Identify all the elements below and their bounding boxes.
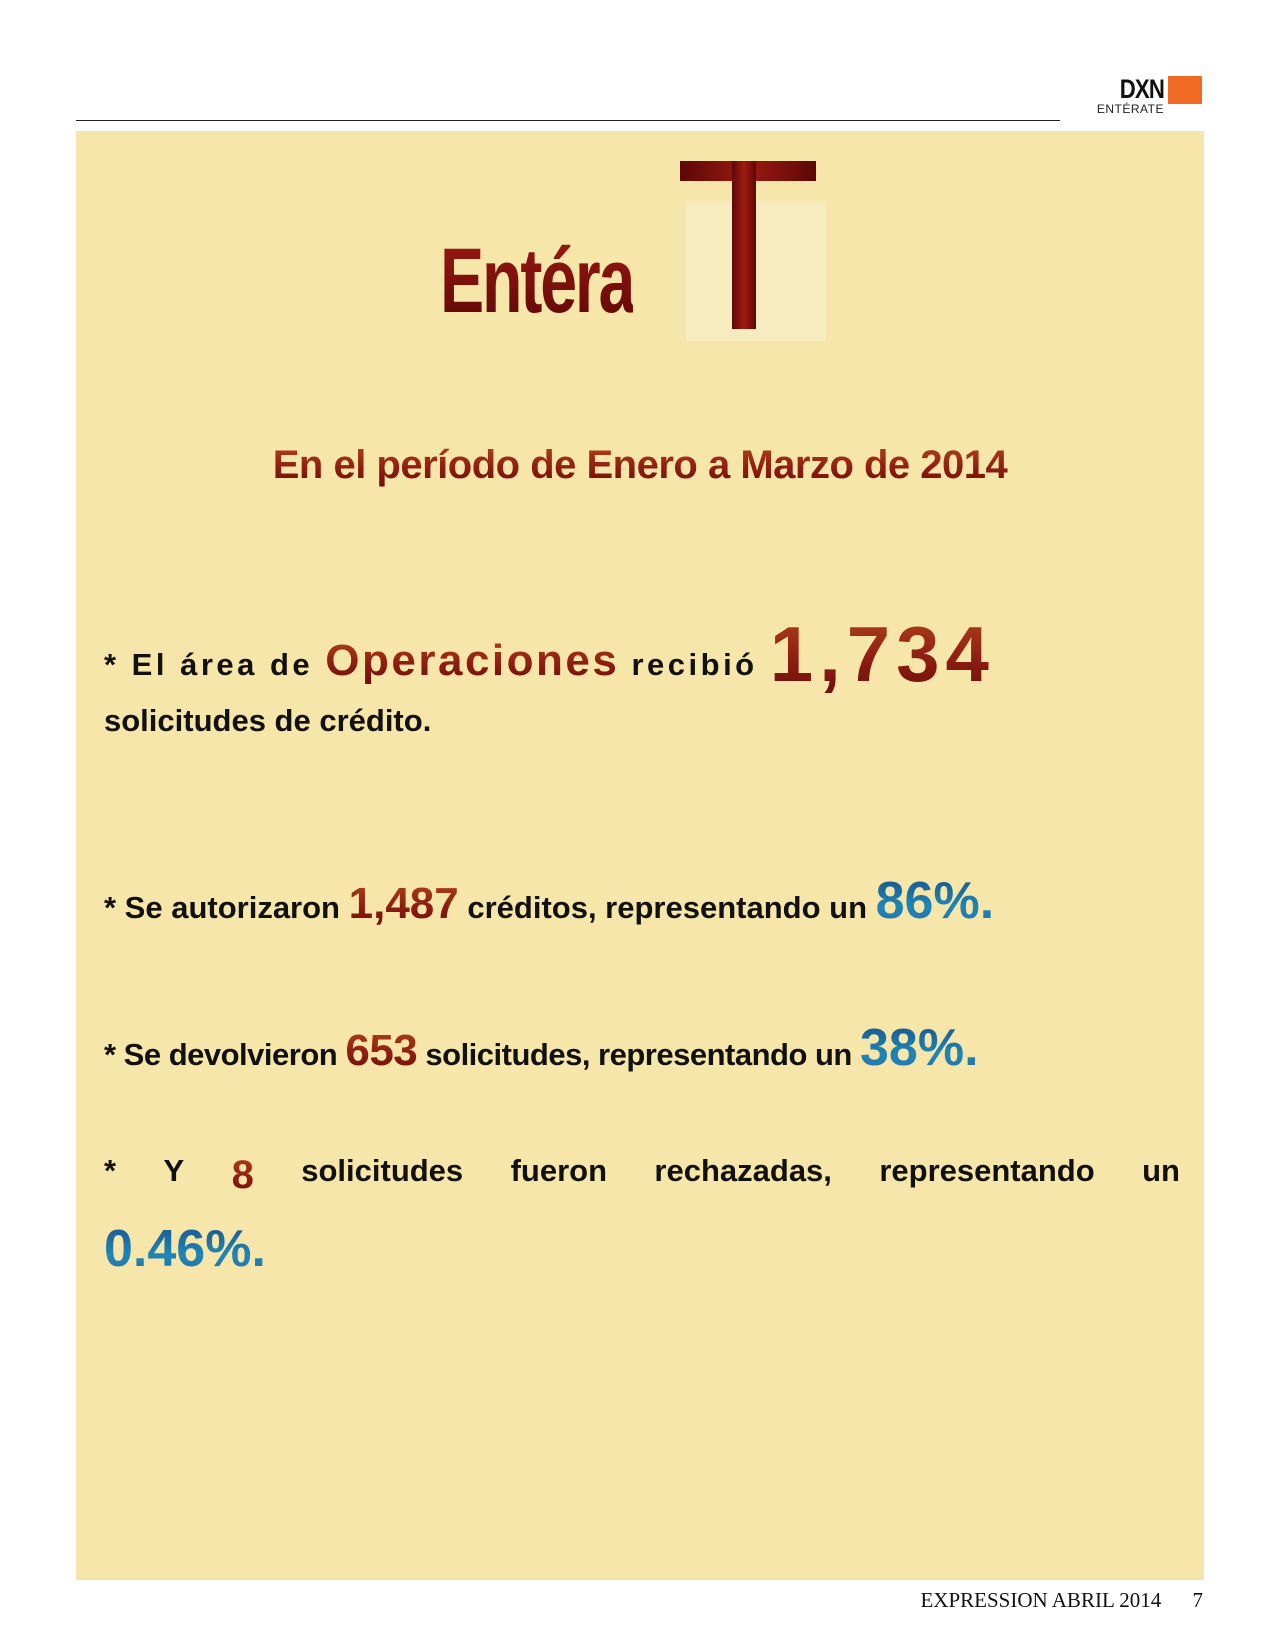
item-word: representando xyxy=(879,1153,1095,1188)
brand-accent-square xyxy=(1168,76,1202,104)
section-label: ENTÉRATE xyxy=(1096,102,1164,116)
item-middle: recibió xyxy=(631,647,758,682)
dxn-brand xyxy=(1082,72,1202,118)
highlight-operaciones: Operaciones xyxy=(325,636,620,685)
item-word: rechazadas, xyxy=(654,1153,832,1188)
item-word: un xyxy=(1142,1153,1180,1188)
item-middle: solicitudes, representando un xyxy=(425,1037,852,1072)
item-rechazados xyxy=(104,1153,1180,1198)
dxn-logo: DXN xyxy=(1119,74,1164,104)
number-authorized: 1,487 xyxy=(348,879,459,928)
period-subtitle: En el período de Enero a Marzo de 2014 xyxy=(76,443,1204,488)
title-text: Entéra xyxy=(440,230,634,332)
percent-returned: 38%. xyxy=(860,1019,979,1077)
header-rule xyxy=(76,120,1060,121)
item-operaciones xyxy=(104,609,1180,700)
percent-authorized: 86%. xyxy=(875,872,995,930)
content-panel xyxy=(76,131,1204,1580)
number-received: 1,734 xyxy=(769,610,995,698)
page-footer xyxy=(920,1588,1203,1613)
publication-name: EXPRESSION ABRIL 2014 xyxy=(920,1588,1162,1612)
title-t-backdrop xyxy=(686,201,826,341)
page-number: 7 xyxy=(1192,1588,1203,1612)
item-word: solicitudes xyxy=(301,1153,464,1188)
number-rejected: 8 xyxy=(231,1153,254,1197)
title-logo xyxy=(76,161,1204,331)
item-autorizados xyxy=(104,871,1180,931)
item-middle: créditos, representando un xyxy=(467,890,867,925)
item-word-y: Y xyxy=(163,1153,185,1188)
item-operaciones-suffix: solicitudes de crédito. xyxy=(104,703,432,738)
title-t-stem xyxy=(732,161,756,329)
item-devueltos xyxy=(104,1018,1180,1078)
percent-rejected: 0.46%. xyxy=(104,1219,1180,1279)
item-prefix: * Se devolvieron xyxy=(104,1037,338,1072)
number-returned: 653 xyxy=(345,1026,418,1075)
item-star: * xyxy=(104,1153,117,1188)
item-prefix: * Se autorizaron xyxy=(104,890,340,925)
item-word: fueron xyxy=(510,1153,608,1188)
item-prefix: * El área de xyxy=(104,647,314,682)
